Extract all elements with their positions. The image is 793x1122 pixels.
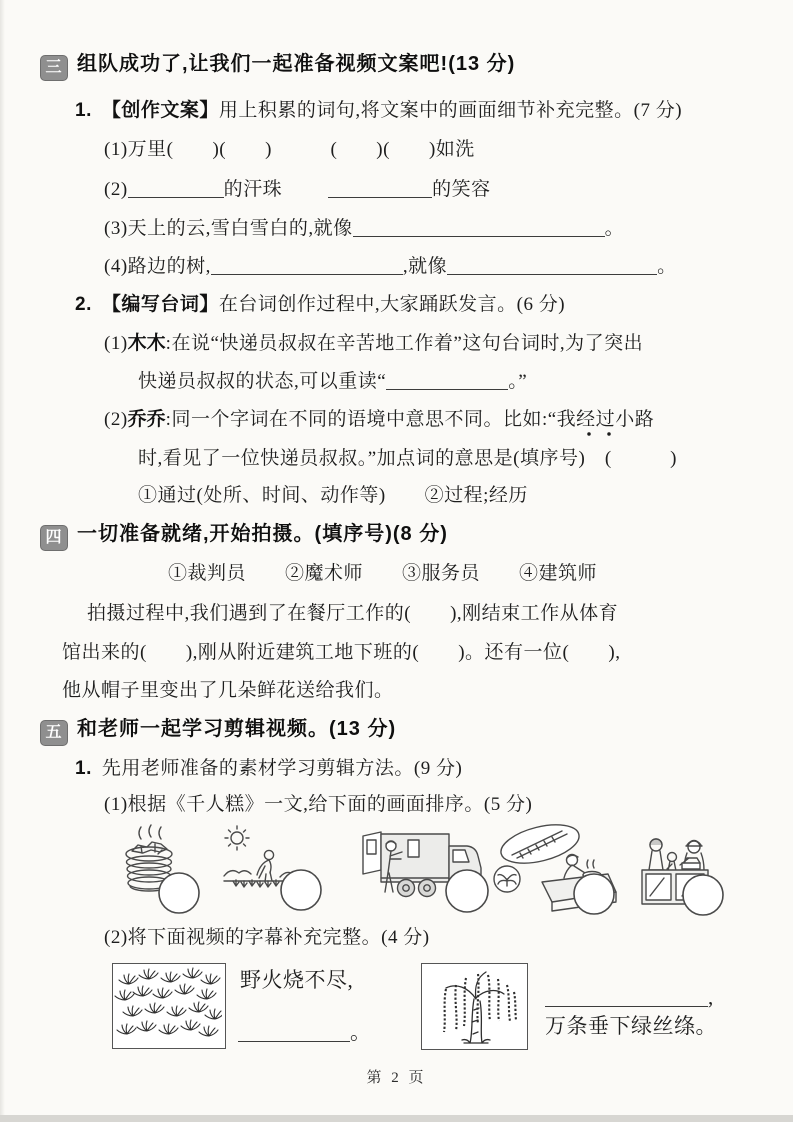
q2-item-2-options: [138, 482, 528, 510]
answer-blank: [128, 182, 224, 198]
q1-number: 1.: [75, 100, 92, 121]
q1-item-4-text-a: (4)路边的树,: [104, 256, 211, 277]
q1-item-3: [104, 215, 624, 243]
grass-field-image: [112, 963, 226, 1049]
q2-item-1-label: (1): [104, 333, 128, 354]
q2-item-2-text-b: 小路: [615, 409, 655, 430]
q1-item-2-text-a: 的汗珠: [223, 179, 283, 200]
steam-icon: [587, 860, 594, 868]
order-circle: [446, 870, 488, 912]
q1-tag: 【创作文案】: [101, 100, 219, 121]
section-5-marker-icon: 五: [40, 720, 68, 746]
order-circle: [281, 870, 321, 910]
q1-item-3-punct: 。: [604, 218, 625, 239]
section-3-marker-icon: 三: [40, 55, 68, 81]
answer-blank: [447, 259, 657, 275]
willow-tree-image: [421, 963, 528, 1050]
answer-blank: [211, 259, 403, 275]
section-3-header: [40, 50, 515, 81]
q5-1-item-1: [104, 791, 532, 819]
section-4-paragraph-line-3: [62, 677, 394, 705]
caption-right-blank-line: [545, 983, 714, 1011]
answer-blank: [238, 1026, 350, 1042]
caption-punct: ,: [708, 985, 714, 1009]
page-number: [0, 1066, 793, 1087]
order-circle: [159, 873, 199, 913]
sun-icon: [231, 832, 243, 844]
section-5-header: [40, 715, 396, 746]
emphasized-word: 经过: [576, 409, 615, 437]
caption-right-line-2: [545, 1012, 717, 1040]
speaker-qiaoqiao: 乔乔: [127, 409, 166, 430]
answer-blank: [353, 221, 605, 237]
section-4-choices: [168, 560, 597, 588]
q2-item-2-label: (2): [104, 409, 128, 430]
page-number-text: 第 2 页: [366, 1070, 427, 1086]
para-text: 拍摄过程中,我们遇到了在餐厅工作的( ),刚结束工作从体育: [87, 603, 619, 624]
q2-item-1-line-2: [138, 368, 527, 396]
answer-blank: [545, 991, 708, 1007]
q1-item-1: [104, 136, 475, 164]
q2-number: 2.: [75, 294, 92, 315]
section-4-header: [40, 520, 448, 551]
q2-item-2-text-cont: 时,看见了一位快递员叔叔。”加点词的意思是(填序号) ( ): [138, 448, 677, 469]
section-4-paragraph-line-1: [87, 600, 618, 628]
para-text: 他从帽子里变出了几朵鲜花送给我们。: [62, 680, 394, 701]
scene-cooking-sugar: [490, 820, 622, 916]
q5-1-item-2: [104, 924, 430, 952]
q1-stem: [75, 97, 682, 125]
q2-tag: 【编写台词】: [101, 294, 219, 315]
section-4-title: 一切准备就绪,开始拍摄。(填序号)(8 分): [77, 523, 448, 545]
section-3-title: 组队成功了,让我们一起准备视频文案吧!(13 分): [77, 53, 516, 75]
speaker-mumu: 木木: [127, 333, 166, 354]
q2-item-1-punct: 。”: [508, 371, 528, 392]
q5-1-stem: [75, 755, 462, 783]
section-4-choices-text: ①裁判员 ②魔术师 ③服务员 ④建筑师: [168, 563, 598, 584]
q2-item-2-line-2: [138, 445, 677, 473]
caption-left-blank-line: [238, 1018, 372, 1046]
q1-item-3-text: (3)天上的云,雪白雪白的,就像: [104, 218, 353, 239]
order-circle: [683, 875, 723, 915]
answer-blank: [328, 182, 432, 198]
para-text: 馆出来的( ),刚从附近建筑工地下班的( )。还有一位( ),: [62, 642, 621, 663]
q2-text: 在台词创作过程中,大家踊跃发言。(6 分): [218, 294, 566, 315]
scene-shop-selling: [626, 824, 724, 916]
answer-blank: [386, 374, 508, 390]
q5-1-item-1-text: (1)根据《千人糕》一文,给下面的画面排序。(5 分): [104, 794, 533, 815]
q2-item-1-text: :在说“快递员叔叔在辛苦地工作着”这句台词时,为了突出: [165, 333, 644, 354]
q1-item-1-text: (1)万里( )( ) ( )( )如洗: [104, 139, 475, 160]
q5-1-number: 1.: [75, 758, 92, 779]
section-5-title: 和老师一起学习剪辑视频。(13 分): [77, 718, 397, 740]
order-circle: [574, 874, 614, 914]
page-bottom-edge-shade: [0, 1115, 793, 1122]
caption-text: 野火烧不尽,: [240, 968, 354, 992]
section-4-marker-icon: 四: [40, 525, 68, 551]
q2-item-1-line-1: [104, 330, 643, 358]
q1-item-4-punct: 。: [657, 256, 677, 277]
q1-item-2-label: (2): [104, 179, 128, 200]
q5-1-item-2-text: (2)将下面视频的字幕补充完整。(4 分): [104, 927, 430, 948]
section-4-paragraph-line-2: [62, 639, 620, 667]
scene-farmer-planting: [220, 824, 326, 916]
steam-icon: [139, 825, 161, 839]
caption-left-line-1: [240, 966, 353, 994]
q1-item-2-text-b: 的笑容: [432, 179, 491, 200]
q2-item-2-options-text: ①通过(处所、时间、动作等) ②过程;经历: [138, 485, 528, 506]
q2-item-1-text-cont: 快递员叔叔的状态,可以重读“: [138, 371, 387, 392]
q1-item-2: [104, 176, 491, 204]
q2-item-2-text-a: :同一个字词在不同的语境中意思不同。比如:“我: [165, 409, 577, 430]
q1-item-4: [104, 253, 677, 281]
page-left-edge-shade: [0, 0, 5, 1122]
q1-text: 用上积累的词句,将文案中的画面细节补充完整。(7 分): [218, 100, 683, 121]
q2-item-2-line-1: [104, 406, 654, 434]
caption-text: 万条垂下绿丝绦。: [545, 1014, 717, 1038]
caption-punct: 。: [350, 1020, 372, 1044]
q5-1-text: 先用老师准备的素材学习剪辑方法。(9 分): [101, 758, 463, 779]
scene-truck-loading: [336, 820, 494, 916]
q2-stem: [75, 291, 565, 319]
q1-item-4-text-b: ,就像: [402, 256, 448, 277]
scene-steaming-rice-cake: [110, 824, 204, 916]
